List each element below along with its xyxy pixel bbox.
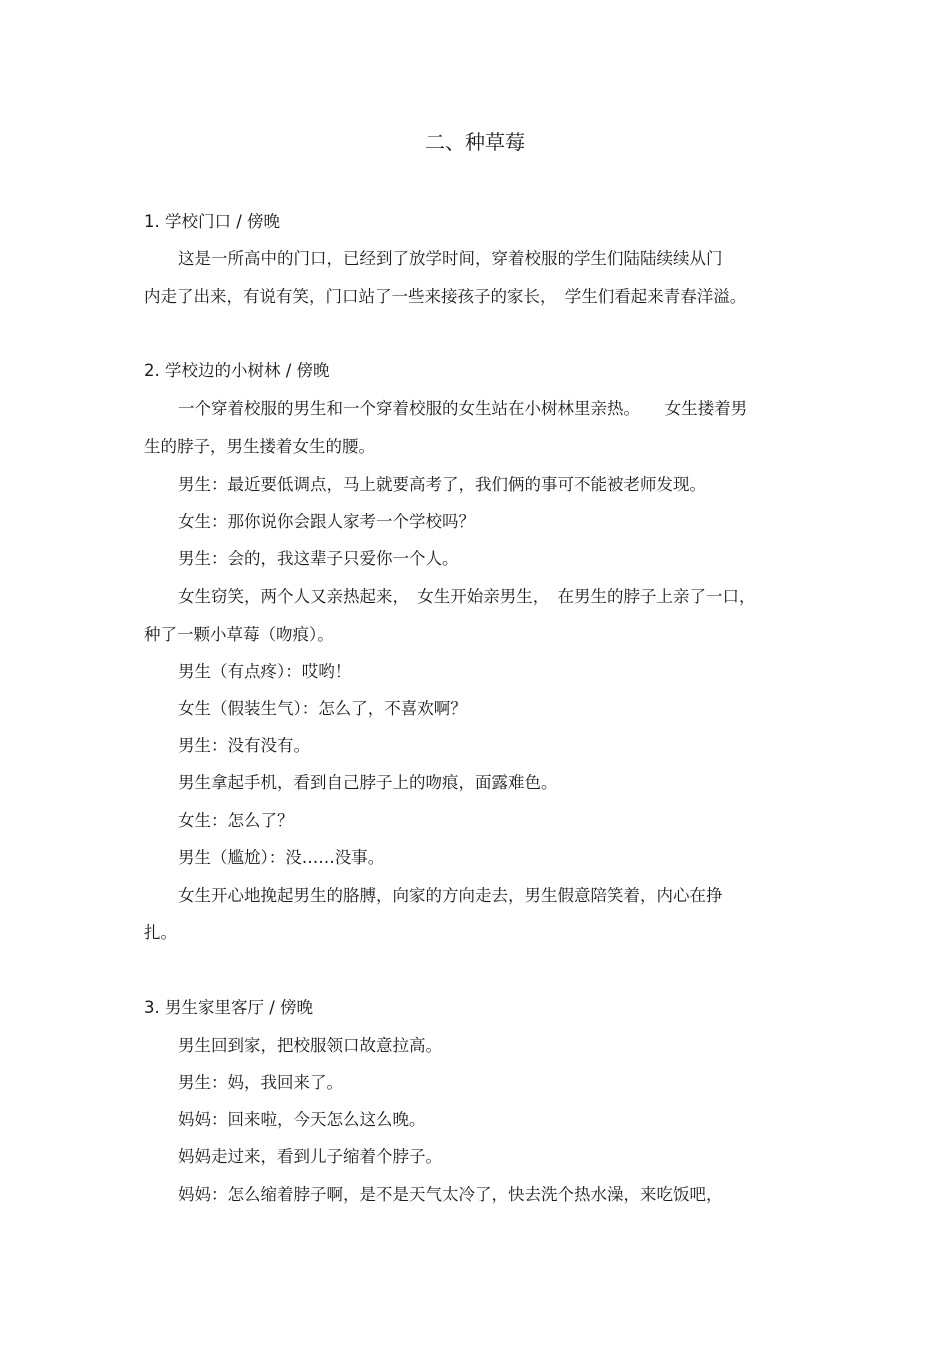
- dialogue-line: 妈妈：回来啦，今天怎么这么晚。: [178, 1110, 426, 1129]
- paragraph-line: 女生窃笑，两个人又亲热起来， 女生开始亲男生， 在男生的脖子上亲了一口，: [178, 587, 756, 606]
- paragraph-line: 种了一颗小草莓（吻痕）。: [144, 625, 334, 644]
- dialogue-line: 男生：最近要低调点，马上就要高考了，我们俩的事可不能被老师发现。: [178, 475, 706, 494]
- paragraph-line: 妈妈走过来，看到儿子缩着个脖子。: [178, 1147, 442, 1166]
- dialogue-line: 男生：会的，我这辈子只爱你一个人。: [178, 549, 459, 568]
- paragraph-line: 扎。: [144, 923, 177, 942]
- paragraph-line: 生的脖子，男生搂着女生的腰。: [144, 437, 375, 456]
- scene-heading: 1. 学校门口 / 傍晚: [144, 212, 281, 231]
- dialogue-line: 男生：妈，我回来了。: [178, 1073, 343, 1092]
- dialogue-line: 女生（假装生气）：怎么了，不喜欢啊？: [178, 699, 467, 718]
- dialogue-line: 女生：怎么了？: [178, 811, 294, 830]
- paragraph-line: 内走了出来，有说有笑，门口站了一些来接孩子的家长， 学生们看起来青春洋溢。: [144, 287, 747, 306]
- paragraph-line: 一个穿着校服的男生和一个穿着校服的女生站在小树林里亲热。 女生搂着男: [178, 399, 748, 418]
- paragraph-line: 这是一所高中的门口，已经到了放学时间，穿着校服的学生们陆陆续续从门: [178, 249, 723, 268]
- paragraph-line: 男生拿起手机，看到自己脖子上的吻痕，面露难色。: [178, 773, 558, 792]
- document-title: 二、种草莓: [425, 130, 525, 154]
- paragraph-line: 男生回到家，把校服领口故意拉高。: [178, 1036, 442, 1055]
- dialogue-line: 妈妈：怎么缩着脖子啊，是不是天气太冷了，快去洗个热水澡，来吃饭吧，: [178, 1185, 723, 1204]
- scene-heading: 2. 学校边的小树林 / 傍晚: [144, 361, 330, 380]
- dialogue-line: 男生（有点疼）：哎哟！: [178, 662, 352, 681]
- dialogue-line: 男生（尴尬）：没……没事。: [178, 848, 385, 867]
- scene-heading: 3. 男生家里客厅 / 傍晚: [144, 998, 314, 1017]
- dialogue-line: 女生：那你说你会跟人家考一个学校吗？: [178, 512, 475, 531]
- paragraph-line: 女生开心地挽起男生的胳膊，向家的方向走去，男生假意陪笑着，内心在挣: [178, 886, 723, 905]
- dialogue-line: 男生：没有没有。: [178, 736, 310, 755]
